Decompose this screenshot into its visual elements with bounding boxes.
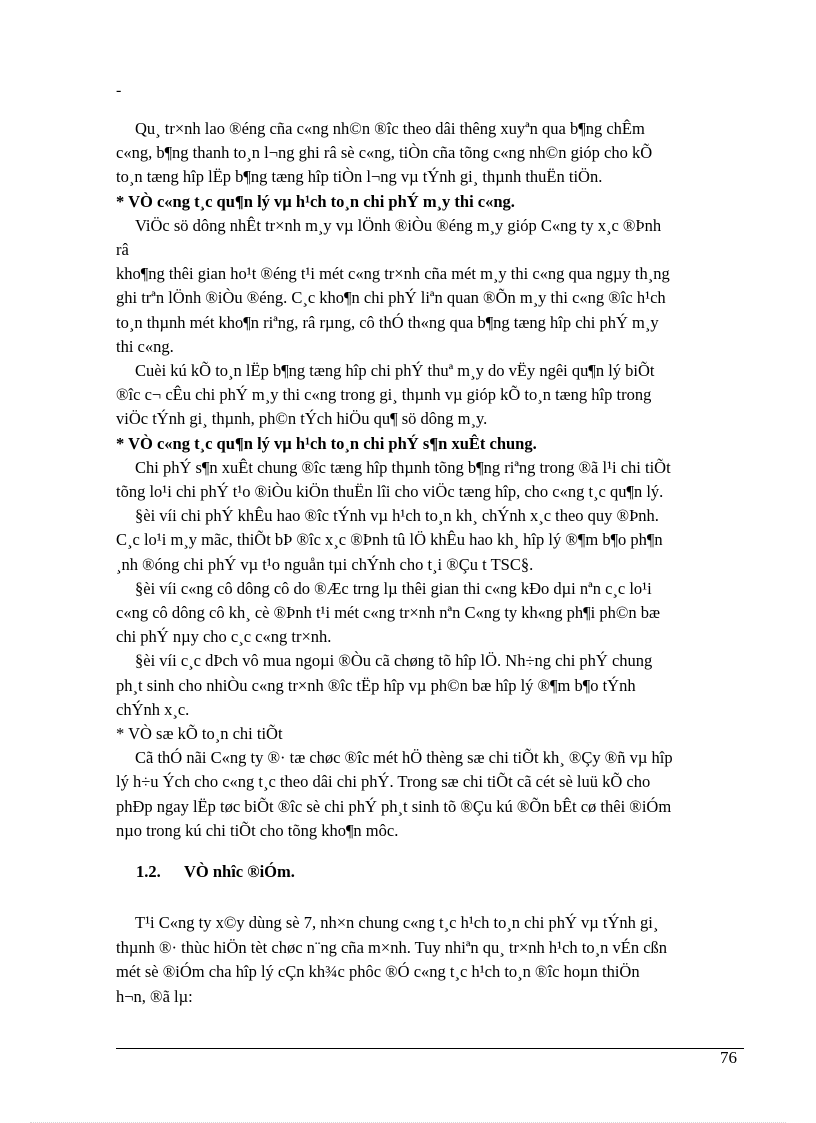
text-line: mét sè ®iÓm cha hîp lý cÇn kh¾c phôc ®Ó c«ng t¸c h¹ch to¸n ®îc hoµn thiÖn (116, 962, 640, 982)
text-line: ¸nh ®óng chi phÝ vµ t¹o nguån tµi chÝnh cho t¸i ®Çu t TSC§. (116, 554, 534, 574)
text-line: tõng lo¹i chi phÝ t¹o ®iÒu kiÖn thuËn lîi cho viÖc tæng hîp, cho c«ng t¸c qu¶n lý. (116, 482, 664, 502)
text-line: Qu¸ tr×nh lao ®éng cña c«ng nh©n ®îc theo dâi thêng xuyªn qua b¶ng chÊm (135, 119, 645, 138)
body-text (116, 117, 744, 843)
section-title: VÒ nhîc ®iÓm. (184, 862, 295, 881)
body-text-section (116, 911, 744, 1009)
text-line: T¹i C«ng ty x©y dùng sè 7, nh×n chung c«ng t¸c h¹ch to¸n chi phÝ vµ tÝnh gi¸ (135, 913, 659, 932)
text-line: Chi phÝ s¶n xuÊt chung ®îc tæng hîp thµnh tõng b¶ng riªng trong ®ã l¹i chi tiÕt (135, 457, 671, 477)
text-line: lý h÷u Ých cho c«ng t¸c theo dâi chi phÝ. Trong sæ chi tiÕt cã cét sè luü kÕ cho (116, 772, 651, 792)
top-mark: - (116, 82, 122, 99)
text-line: §èi víi c«ng cô dông cô do ®Æc trng lµ thêi gian thi c«ng kÐo dµi nªn c¸c lo¹i (135, 578, 652, 598)
text-line: c«ng, b¶ng thanh to¸n l¬ng ghi râ sè c«ng, tiÒn cña tõng c«ng nh©n gióp cho kÕ (116, 143, 653, 163)
text-line: ®îc c¬ cÊu chi phÝ m¸y thi c«ng trong gi¸ thµnh vµ gióp kÕ to¸n tæng hîp trong (116, 385, 652, 405)
text-line: to¸n thµnh mét kho¶n riªng, râ rµng, cô thÓ th«ng qua b¶ng tæng hîp chi phÝ m¸y (116, 312, 659, 332)
text-line: Cuèi kú kÕ to¸n lËp b¶ng tæng hîp chi phÝ thuª m¸y do vËy ngêi qu¶n lý biÕt (135, 361, 655, 381)
bold-subheading-line: * VÒ c«ng t¸c qu¶n lý vµ h¹ch to¸n chi phÝ m¸y thi c«ng. (116, 191, 515, 211)
text-line: h¬n, ®ã lµ: (116, 986, 193, 1006)
text-line: ph¸t sinh cho nhiÒu c«ng tr×nh ®îc tËp hîp vµ ph©n bæ hîp lý ®¶m b¶o tÝnh (116, 675, 636, 695)
text-line: c«ng cô dông cô kh¸ cè ®Þnh t¹i mét c«ng tr×nh nªn C«ng ty kh«ng ph¶i ph©n bæ (116, 603, 661, 623)
text-line: chÝnh x¸c. (116, 699, 190, 719)
text-line: * VÒ sæ kÕ to¸n chi tiÕt (116, 724, 283, 744)
text-line: kho¶ng thêi gian ho¹t ®éng t¹i mét c«ng tr×nh cña mét m¸y thi c«ng qua ngµy th¸ng (116, 264, 670, 284)
text-line: phÐp ngay lËp tøc biÕt ®îc sè chi phÝ ph¸t sinh tõ ®Çu kú ®Õn bÊt cø thêi ®iÓm (116, 796, 672, 816)
page-number: 76 (720, 1048, 737, 1067)
text-line: viÖc tÝnh gi¸ thµnh, ph©n tÝch hiÖu qu¶ sö dông m¸y. (116, 409, 488, 429)
text-line: nµo trong kú chi tiÕt cho tõng kho¶n môc. (116, 820, 399, 840)
text-line: to¸n tæng hîp lËp b¶ng tæng hîp tiÒn l¬ng vµ tÝnh gi¸ thµnh thuËn tiÖn. (116, 167, 603, 187)
section-heading (136, 862, 295, 882)
text-line: §èi víi chi phÝ khÊu hao ®îc tÝnh vµ h¹ch to¸n kh¸ chÝnh x¸c theo quy ®Þnh. (135, 506, 659, 526)
text-line: C¸c lo¹i m¸y mãc, thiÕt bÞ ®îc x¸c ®Þnh tû lÖ khÊu hao kh¸ hîp lý ®¶m b¶o ph¶n (116, 530, 663, 550)
text-line: thi c«ng. (116, 336, 174, 356)
text-line: râ (116, 240, 129, 260)
text-line: ghi trªn lÖnh ®iÒu ®éng. C¸c kho¶n chi phÝ liªn quan ®Õn m¸y thi c«ng ®îc h¹ch (116, 288, 666, 308)
text-line: §èi víi c¸c dÞch vô mua ngoµi ®Òu cã chøng tõ hîp lÖ. Nh÷ng chi phÝ chung (135, 651, 653, 671)
footer-divider (116, 1048, 744, 1049)
text-line: Cã thÓ nãi C«ng ty ®· tæ chøc ®îc mét hÖ thèng sæ chi tiÕt kh¸ ®Çy ®ñ vµ hîp (135, 748, 673, 768)
text-line: thµnh ®· thùc hiÖn tèt chøc n¨ng cña m×nh. Tuy nhiªn qu¸ tr×nh h¹ch to¸n vÉn cßn (116, 937, 668, 957)
section-number: 1.2. (136, 862, 161, 881)
text-line: chi phÝ nµy cho c¸c c«ng tr×nh. (116, 627, 332, 647)
text-line: ViÖc sö dông nhÊt tr×nh m¸y vµ lÖnh ®iÒu ®éng m¸y gióp C«ng ty x¸c ®Þnh (135, 215, 662, 235)
bold-subheading-line: * VÒ c«ng t¸c qu¶n lý vµ h¹ch to¸n chi phÝ s¶n xuÊt chung. (116, 433, 537, 453)
